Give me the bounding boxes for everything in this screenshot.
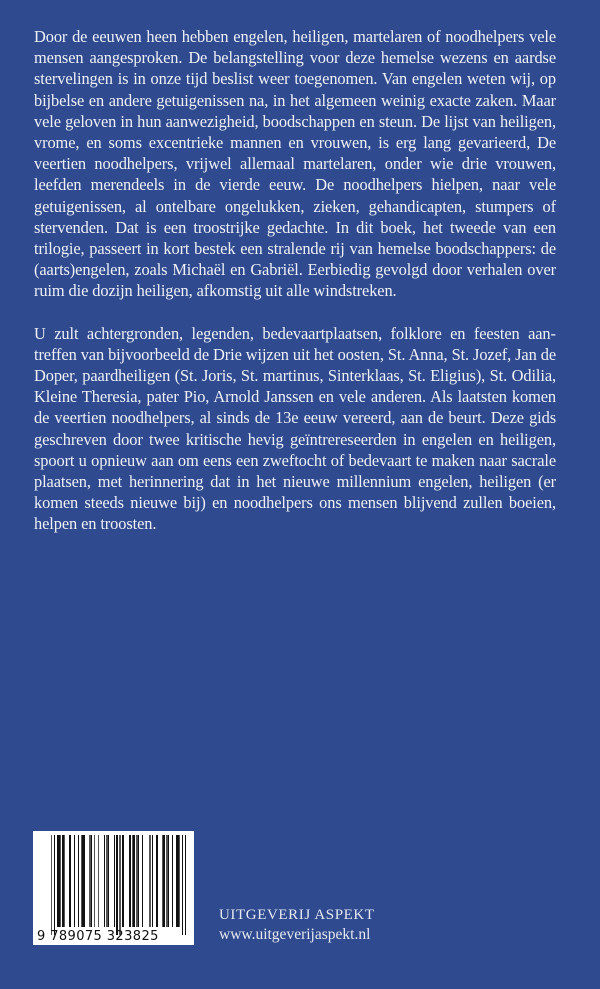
blurb-text	[34, 26, 556, 535]
publisher-block	[219, 906, 375, 944]
isbn-barcode	[33, 831, 194, 945]
barcode-bars-icon	[51, 835, 187, 931]
blurb-paragraph-1: Door de eeuwen heen hebben engelen, heiligen, martelaren of noodhelpers vele mensen aangesproken. De belangstelling voor deze hemelse wezens en aardse stervelingen is in onze tijd beslist weer toegenomen. Van engelen weten wij, op bijbelse en andere getuigenissen na, in het algemeen weinig exacte zaken. Maar vele geloven in hun aanwezigheid, boodschappen en steun. De lijst van heiligen, vrome, en soms excentrieke mannen en vrouwen, is erg lang gevarieerd, De veertien noodhelpers, vrijwel allemaal martelaren, onder wie drie vrouwen, leefden merendeels in de vierde eeuw. De noodhelpers hielpen, naar vele getuigenissen, al ontelbare ongelukken, zieken, gehandicapten, stumpers of stervenden. Dat is een troostrijke gedachte. In dit boek, het tweede van een trilogie, passeert in kort bestek een stralende rij van hemelse boodschappers: de (aarts)engelen, zoals Michaël en Gabriël. Eerbiedig gevolgd door verhalen over ruim die dozijn heiligen, afkomstig uit alle windstreken.	[34, 27, 556, 301]
barcode-digits: 9 789075 323825	[37, 929, 159, 944]
publisher-name: UITGEVERIJ ASPEKT	[219, 907, 375, 923]
blurb-paragraph-2: U zult achtergronden, legenden, bedevaartplaatsen, folklore en feesten aantreffen van bijvoorbeeld de Drie wijzen uit het oosten, St. Anna, St. Jozef, Jan de Doper, paardheiligen (St. Joris, St. martinus, Sinterklaas, St. Eligius), St. Odilia, Kleine Theresia, pater Pio, Arnold Janssen en vele anderen. Als laatsten komen de veertien noodhelpers, al sinds de 13e eeuw vereerd, aan de beurt. Deze gids geschreven door twee kritische hevig geïntrereseerden in engelen en heiligen, spoort u opnieuw aan om eens een zweftocht of bedevaart te maken naar sacrale plaatsen, met herinnering dat in het nieuwe millennium engelen, heiligen (er komen steeds nieuwe bij) en noodhelpers ons mensen blijvend zullen boeien, helpen en troosten.	[34, 323, 556, 534]
publisher-url: www.uitgeverijaspekt.nl	[219, 926, 371, 943]
